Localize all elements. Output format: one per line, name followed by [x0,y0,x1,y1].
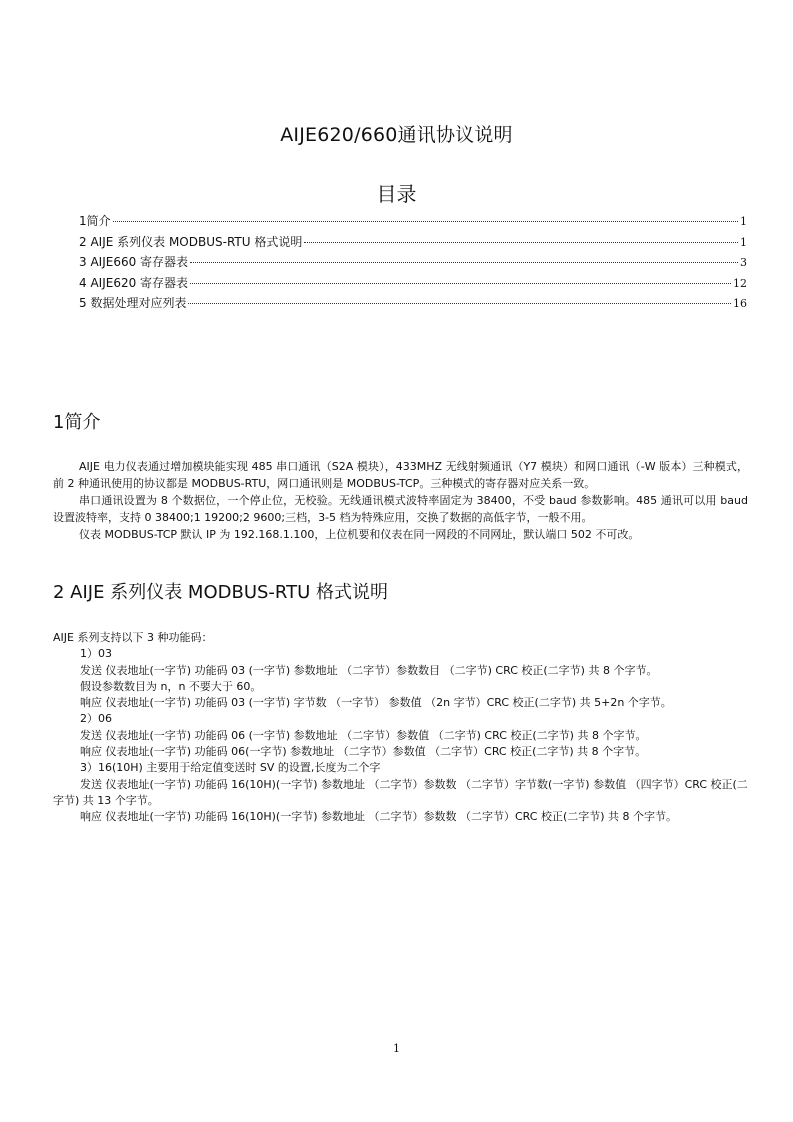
toc-entry[interactable] [79,233,747,254]
section-2-body [53,630,748,826]
section-1-heading: 1简介 [53,412,101,433]
document-title: AIJE620/660通讯协议说明 [280,124,513,146]
section-1-body [53,458,748,543]
section-2-intro: AIJE 系列支持以下 3 种功能码： [53,631,213,644]
function-code-line: 1）03 [80,647,112,661]
function-code-line: 响应 仪表地址(一字节) 功能码 16(10H)(一字节) 参数地址 （二字节）参数数 （二字节）CRC 校正(二字节) 共 8 个字节。 [80,810,678,824]
toc-leader-dots [113,221,738,222]
function-code-line: 发送 仪表地址(一字节) 功能码 16(10H)(一字节) 参数地址 （二字节）参数数 （二字节）字节数(一字节) 参数值 （四字节）CRC 校正(二字节) 共 13 个字节。 [53,777,748,807]
toc-entry-label: 3 AIJE660 寄存器表 [79,255,189,269]
toc-entry-page: 16 [733,297,747,310]
paragraph: 仪表 MODBUS-TCP 默认 IP 为 192.168.1.100，上位机要和仪表在同一网段的不同网址，默认端口 502 不可改。 [79,528,640,541]
paragraph: 串口通讯设置为 8 个数据位，一个停止位，无校验。无线通讯模式波特率固定为 38400，不受 baud 参数影响。485 通讯可以用 baud 设置波特率，支持 0 38400;1 19200;2 9600;三档，3-5 档为特殊应用，交换了数据的高低字节，一般不用。 [53,494,748,524]
table-of-contents [79,212,747,315]
toc-entry[interactable] [79,274,747,295]
function-code-line: 发送 仪表地址(一字节) 功能码 03 (一字节) 参数地址 （二字节）参数数目 （二字节) CRC 校正(二字节) 共 8 个字节。 [80,663,658,677]
function-code-line: 响应 仪表地址(一字节) 功能码 06(一字节) 参数地址 （二字节）参数值 （二字节）CRC 校正(二字节) 共 8 个字节。 [80,745,647,759]
toc-leader-dots [304,242,738,243]
toc-entry-label: 1简介 [79,214,111,228]
toc-entry-label: 4 AIJE620 寄存器表 [79,275,189,290]
toc-entry-label: 2 AIJE 系列仪表 MODBUS-RTU 格式说明 [79,234,303,249]
toc-entry-page: 1 [740,215,747,228]
toc-heading: 目录 [376,182,417,206]
toc-entry-page: 3 [740,256,747,269]
function-code-line: 响应 仪表地址(一字节) 功能码 03 (一字节) 字节数 （一字节） 参数值 （2n 字节）CRC 校正(二字节) 共 5+2n 个字节。 [80,696,672,710]
toc-leader-dots [190,262,738,263]
toc-entry[interactable] [79,253,747,274]
toc-leader-dots [190,283,731,284]
toc-entry-page: 12 [733,276,747,290]
section-2-heading: 2 AIJE 系列仪表 MODBUS-RTU 格式说明 [53,582,389,603]
toc-entry-page: 1 [740,235,747,249]
page-number: 1 [393,1042,400,1055]
toc-entry[interactable] [79,294,747,315]
toc-entry-label: 5 数据处理对应列表 [79,296,187,310]
paragraph: AIJE 电力仪表通过增加模块能实现 485 串口通讯（S2A 模块），433MHZ 无线射频通讯（Y7 模块）和网口通讯（-W 版本）三种模式，前 2 种通讯使用的协议都是 MODBUS-RTU，网口通讯则是 MODBUS-TCP。三种模式的寄存器对应关系一致。 [53,460,748,490]
toc-leader-dots [188,303,731,304]
toc-entry[interactable] [79,212,747,233]
function-code-line: 2）06 [80,712,112,726]
function-code-line: 发送 仪表地址(一字节) 功能码 06 (一字节) 参数地址 （二字节）参数值 （二字节) CRC 校正(二字节) 共 8 个字节。 [80,728,647,742]
function-code-line: 3）16(10H) 主要用于给定值变送时 SV 的设置,长度为二个字 [80,761,381,775]
function-code-line: 假设参数数目为 n，n 不要大于 60。 [80,679,262,693]
